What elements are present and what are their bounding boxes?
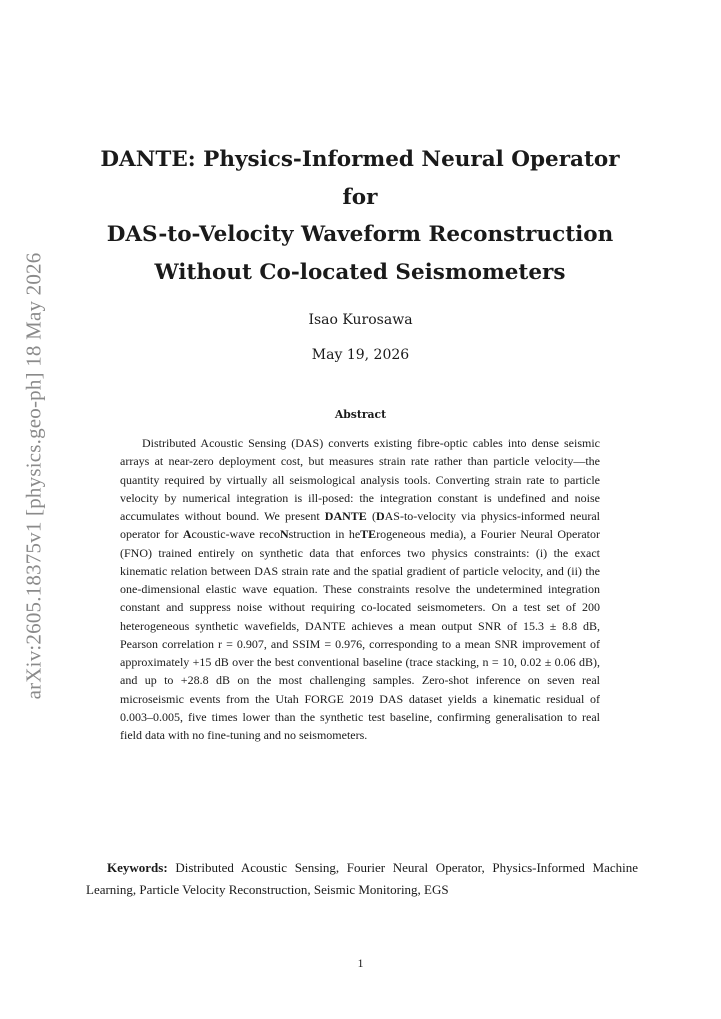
page-number: 1 [357, 956, 364, 970]
abstract-text: rogeneous media), a Fourier Neural Operator (FNO) trained entirely on synthetic data that enforces two physics constraints: (i) the exact kinematic relation between DAS strain rate and the spatial gradient of particle velocity, and (ii) the one-dimensional elastic wave equation. These constraints resolve the undetermined integration constant and suppress noise without requiring co-located seismometers. On a test set of 200 heterogeneous synthetic wavefields, DANTE achieves a mean output SNR of 15.3 ± 8.8 dB, Pearson correlation r = 0.907, and SSIM = 0.976, corresponding to a mean SNR improvement of approximately +15 dB over the best conventional baseline (trace stacking, n = 10, 0.02 ± 0.06 dB), and up to +28.8 dB on the most challenging samples. Zero-shot inference on seven real microseismic events from the Utah FORGE 2019 DAS dataset yields a kinematic residual of 0.003–0.005, five times lower than the synthetic test baseline, confirming generalisation to real field data with no fine-tuning and no seismometers. [120, 527, 600, 742]
acronym-letter: D [375, 509, 385, 523]
title-line: Without Co-located Seismometers [154, 259, 566, 285]
abstract-text: ( [366, 509, 376, 523]
acronym-letter: TE [360, 527, 377, 542]
publication-date: May 19, 2026 [311, 347, 410, 363]
acronym-letter: A [182, 527, 192, 542]
title-line: for [342, 184, 378, 210]
keywords-list: Distributed Acoustic Sensing, Fourier Neural Operator, Physics-Informed Machine Learning, Particle Velocity Reconstruction, Seismic Monitoring, EGS [86, 860, 639, 897]
abstract-text: struction in he [288, 527, 361, 542]
arxiv-identifier-text: arXiv:2605.18375v1 [physics.geo-ph] 18 May 2026 [21, 252, 46, 700]
acronym-letter: N [279, 527, 289, 542]
abstract-text: coustic-wave reco [191, 527, 280, 542]
abstract-text: AS-to-velocity via physics-informed neural operator for [120, 509, 600, 542]
author-name: Isao Kurosawa [308, 312, 413, 328]
title-line: DANTE: Physics-Informed Neural Operator [100, 147, 620, 172]
title-line: DAS-to-Velocity Waveform Reconstruction [106, 222, 614, 247]
keywords-section [86, 857, 638, 900]
abstract-heading: Abstract [334, 408, 387, 421]
keywords-label: Keywords: [107, 860, 168, 875]
abstract-body [120, 434, 600, 744]
method-name: DANTE [324, 509, 367, 523]
paper-title [70, 141, 650, 291]
abstract-text: Distributed Acoustic Sensing (DAS) converts existing fibre-optic cables into dense seismic arrays at near-zero deployment cost, but measures strain rate rather than particle velocity—the quantity required by virtually all seismological analysis tools. Converting strain rate to particle velocity by numerical integration is ill-posed: the integration constant is undefined and noise accumulates without bound. We present [120, 436, 600, 523]
